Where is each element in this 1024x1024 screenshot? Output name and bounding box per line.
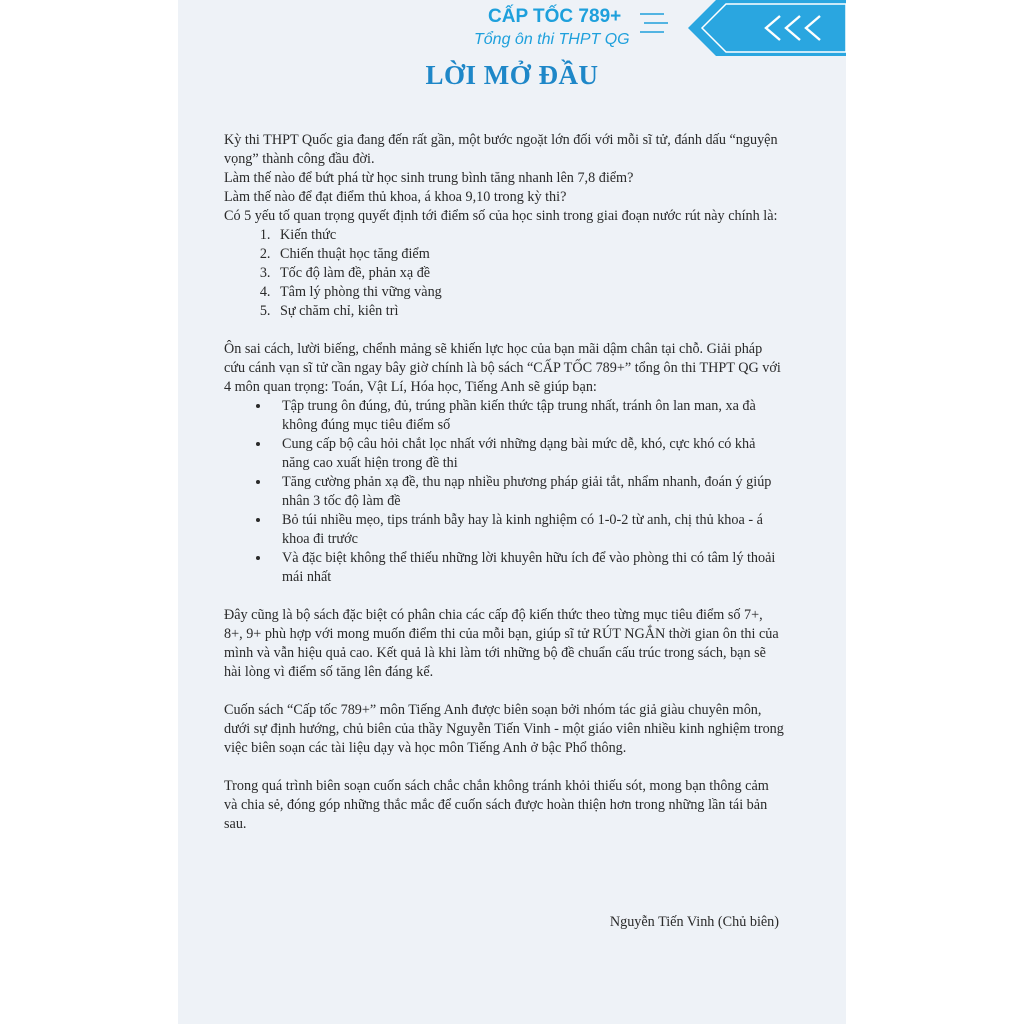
benefits-list xyxy=(224,397,784,587)
page-title: LỜI MỞ ĐẦU xyxy=(425,60,599,90)
intro-paragraph: Kỳ thi THPT Quốc gia đang đến rất gần, một bước ngoặt lớn đối với mỗi sĩ tử, đánh dấu “nguyện vọng” thành công đầu đời. xyxy=(224,132,778,167)
page-header xyxy=(178,0,846,56)
solution-paragraph: Ôn sai cách, lười biếng, chểnh mảng sẽ khiến lực học của bạn mãi dậm chân tại chỗ. Giải pháp cứu cánh vạn sĩ tử cần ngay bây giờ chính là bộ sách “CẤP TỐC 789+” tổng ôn thi THPT QG với 4 môn quan trọng: Toán, Vật Lí, Hóa học, Tiếng Anh sẽ giúp bạn: xyxy=(224,341,781,395)
factors-list xyxy=(224,226,784,321)
levels-paragraph: Đây cũng là bộ sách đặc biệt có phân chia các cấp độ kiến thức theo từng mục tiêu điểm số 7+, 8+, 9+ phù hợp với mong muốn điểm thi của mỗi bạn, giúp sĩ tử RÚT NGẮN thời gian ôn thi của mình và vẫn hiệu quả cao. Kết quả là khi làm tới những bộ đề chuẩn cấu trúc trong sách, bạn sẽ hài lòng vì điểm số tăng lên đáng kể. xyxy=(224,607,779,680)
intro-question-2: Làm thế nào để đạt điểm thủ khoa, á khoa 9,10 trong kỳ thi? xyxy=(224,189,567,205)
author-paragraph: Cuốn sách “Cấp tốc 789+” môn Tiếng Anh được biên soạn bởi nhóm tác giả giàu chuyên môn, dưới sự định hướng, chủ biên của thầy Nguyễn Tiến Vinh - một giáo viên nhiều kinh nghiệm trong việc biên soạn các tài liệu dạy và học môn Tiếng Anh ở bậc Phổ thông. xyxy=(224,702,784,756)
book-page xyxy=(178,0,846,1024)
list-item: • Tăng cường phản xạ đề, thu nạp nhiều phương pháp giải tắt, nhẩm nhanh, đoán ý giúp nhân 3 tốc độ làm đề xyxy=(271,473,784,511)
series-title: CẤP TỐC 789+ xyxy=(488,6,622,27)
list-item: 1. Kiến thức xyxy=(274,226,784,245)
list-item: 3. Tốc độ làm đề, phản xạ đề xyxy=(274,264,784,283)
list-item: 4. Tâm lý phòng thi vững vàng xyxy=(274,283,784,302)
signature: Nguyễn Tiến Vinh (Chủ biên) xyxy=(609,914,779,930)
body-text xyxy=(224,131,784,834)
list-item: 5. Sự chăm chỉ, kiên trì xyxy=(274,302,784,321)
list-item: • Cung cấp bộ câu hỏi chắt lọc nhất với những dạng bài mức dễ, khó, cực khó có khả năng cao xuất hiện trong đề thi xyxy=(271,435,784,473)
series-subtitle: Tổng ôn thi THPT QG xyxy=(474,31,630,48)
list-item: • Tập trung ôn đúng, đủ, trúng phần kiến thức tập trung nhất, tránh ôn lan man, xa đà không đúng mục tiêu điểm số xyxy=(271,397,784,435)
closing-paragraph: Trong quá trình biên soạn cuốn sách chắc chắn không tránh khỏi thiếu sót, mong bạn thông cảm và chia sẻ, đóng góp những thắc mắc để cuốn sách được hoàn thiện hơn trong những lần tái bản sau. xyxy=(224,778,769,832)
list-item: • Và đặc biệt không thể thiếu những lời khuyên hữu ích để vào phòng thi có tâm lý thoải mái nhất xyxy=(271,549,784,587)
list-item: 2. Chiến thuật học tăng điểm xyxy=(274,245,784,264)
factors-intro: Có 5 yếu tố quan trọng quyết định tới điểm số của học sinh trong giai đoạn nước rút này chính là: xyxy=(224,208,778,224)
list-item: • Bỏ túi nhiều mẹo, tips tránh bẫy hay là kinh nghiệm có 1-0-2 từ anh, chị thủ khoa - á khoa đi trước xyxy=(271,511,784,549)
intro-question-1: Làm thế nào để bứt phá từ học sinh trung bình tăng nhanh lên 7,8 điểm? xyxy=(224,170,634,186)
